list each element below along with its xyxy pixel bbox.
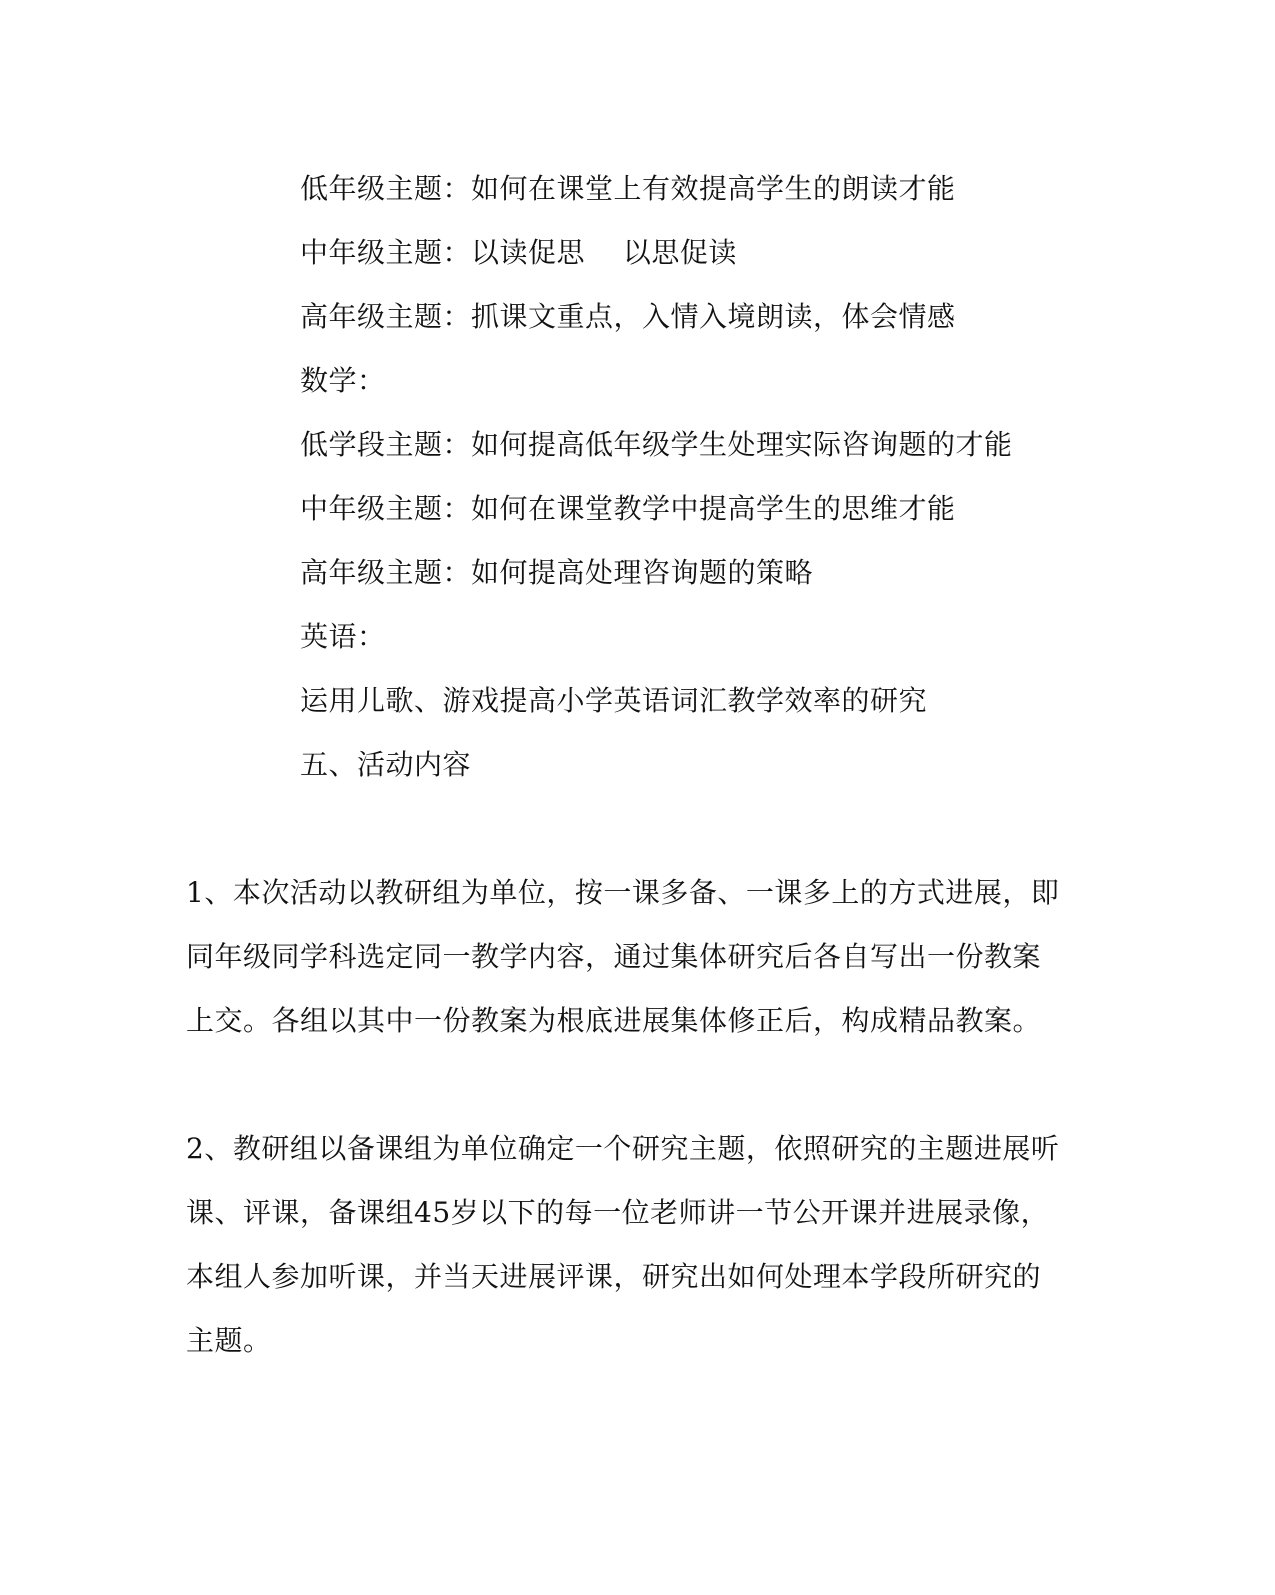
english-topic: 运用儿歌、游戏提高小学英语词汇教学效率的研究 — [300, 684, 928, 717]
item1-line2: 同年级同学科选定同一教学内容，通过集体研究后各自写出一份教案 — [186, 940, 1042, 973]
math-mid-grade-topic: 中年级主题：如何在课堂教学中提高学生的思维才能 — [300, 492, 956, 525]
item1-line1: 1、本次活动以教研组为单位，按一课多备、一课多上的方式进展，即 — [186, 876, 1060, 909]
math-high-grade-topic: 高年级主题：如何提高处理咨询题的策略 — [300, 556, 814, 589]
item2-line4: 主题。 — [186, 1324, 272, 1357]
english-heading: 英语： — [300, 620, 386, 653]
section-five-heading: 五、活动内容 — [300, 748, 472, 781]
item1-line3: 上交。各组以其中一份教案为根底进展集体修正后，构成精品教案。 — [186, 1004, 1042, 1037]
chinese-low-grade-topic: 低年级主题：如何在课堂上有效提高学生的朗读才能 — [300, 172, 956, 205]
chinese-mid-grade-topic: 中年级主题：以读促思 以思促读 — [300, 236, 737, 269]
item2-line3: 本组人参加听课，并当天进展评课，研究出如何处理本学段所研究的 — [186, 1260, 1042, 1293]
math-low-grade-topic: 低学段主题：如何提高低年级学生处理实际咨询题的才能 — [300, 428, 1013, 461]
chinese-high-grade-topic: 高年级主题：抓课文重点，入情入境朗读，体会情感 — [300, 300, 956, 333]
item2-line2: 课、评课，备课组45岁以下的每一位老师讲一节公开课并进展录像， — [186, 1196, 1050, 1229]
item2-line1: 2、教研组以备课组为单位确定一个研究主题，依照研究的主题进展听 — [186, 1132, 1060, 1165]
math-heading: 数学： — [300, 364, 386, 397]
